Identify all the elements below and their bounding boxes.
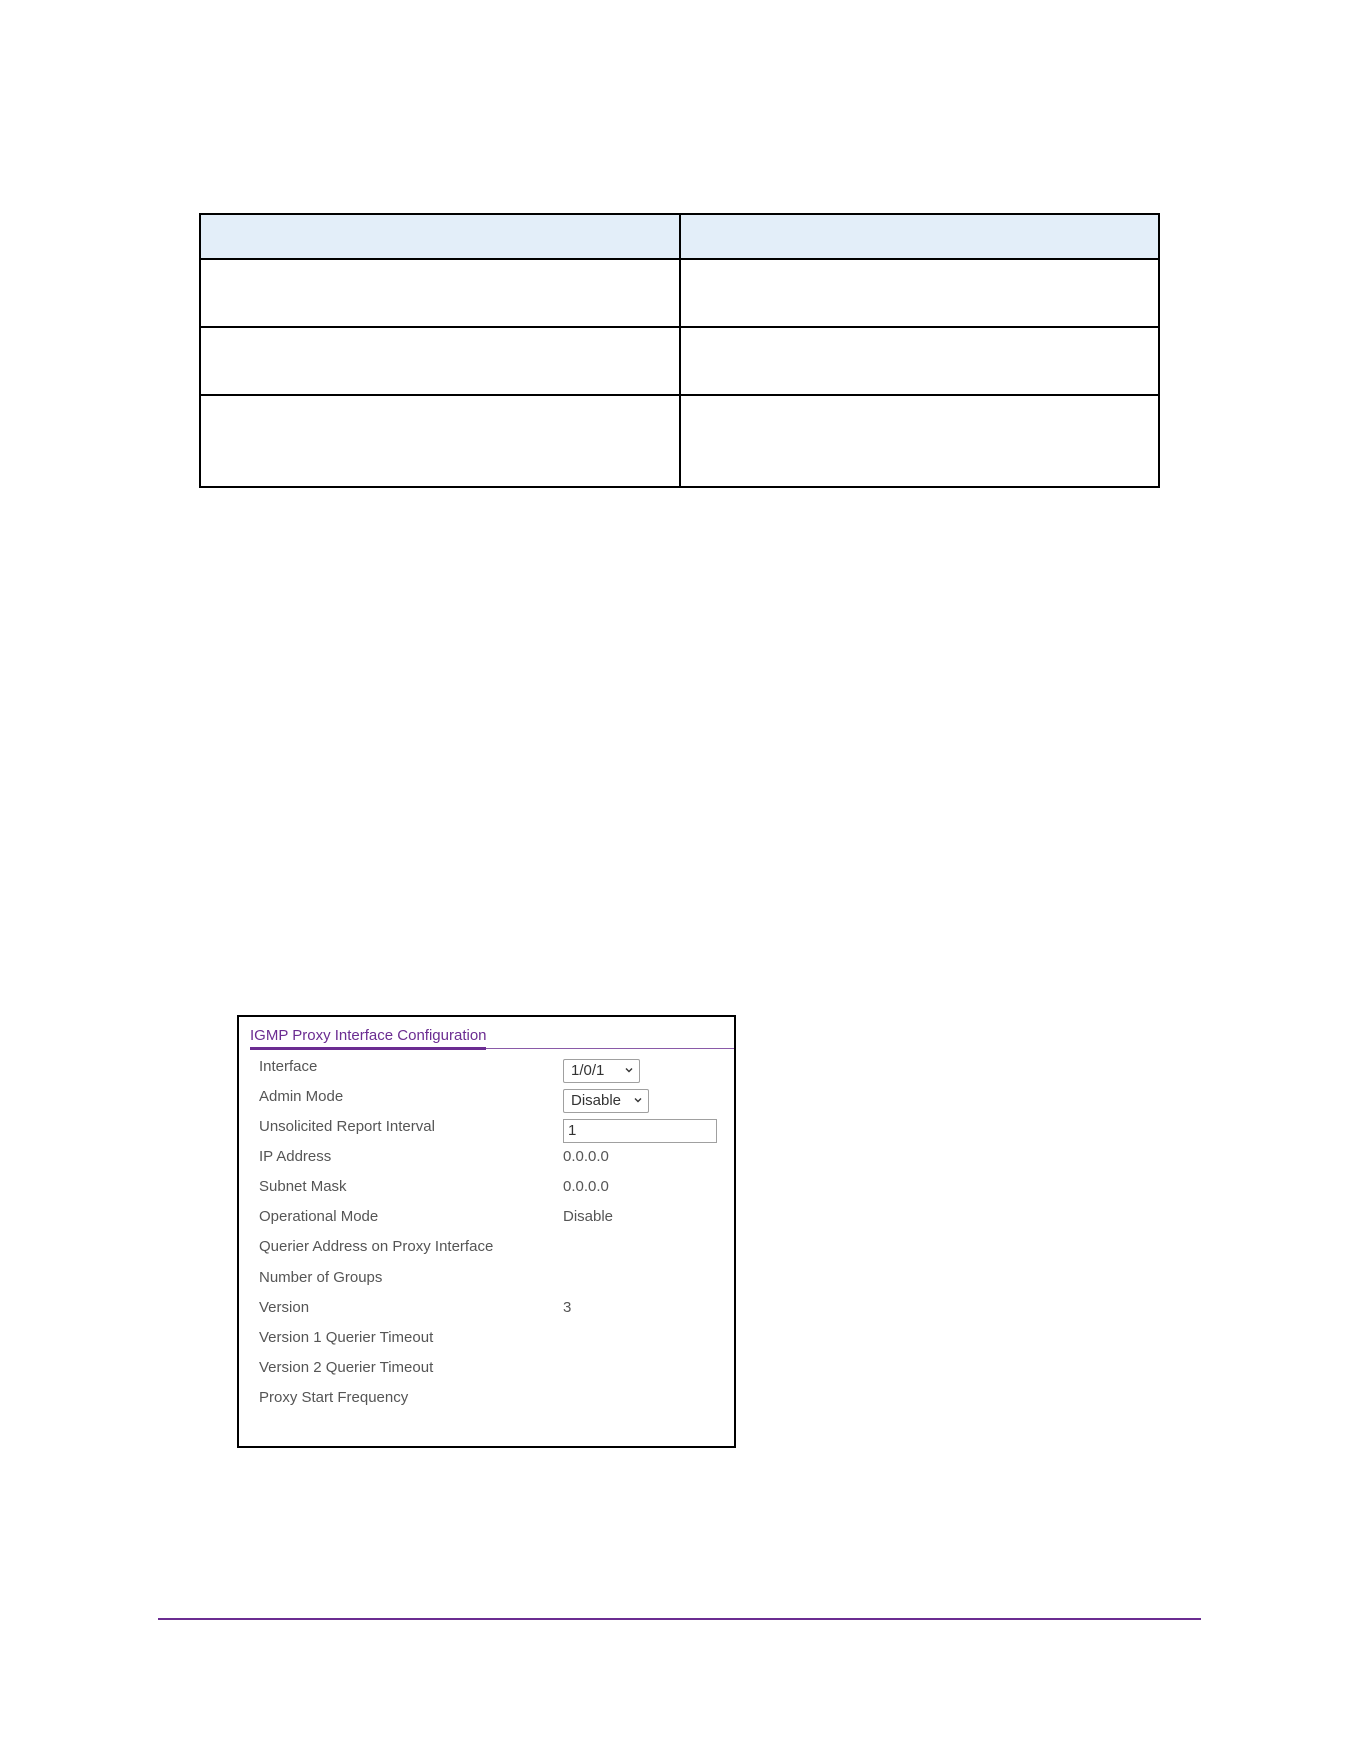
table-row [200, 259, 1159, 327]
table-cell [200, 259, 680, 327]
interface-select[interactable] [563, 1059, 640, 1083]
table-cell [680, 395, 1160, 487]
table-row [200, 395, 1159, 487]
table-header-cell [200, 214, 680, 259]
proxy-start-frequency-label: Proxy Start Frequency [259, 1389, 409, 1406]
igmp-proxy-interface-panel [237, 1015, 736, 1448]
admin-mode-select[interactable] [563, 1089, 649, 1113]
field-row-ip-address [239, 1147, 734, 1171]
ip-address-label: IP Address [259, 1148, 332, 1165]
field-row-subnet-mask [239, 1177, 734, 1201]
table-cell [680, 327, 1160, 395]
field-row-interface [239, 1057, 734, 1081]
panel-header [239, 1017, 734, 1051]
table-header-row [200, 214, 1159, 259]
version-value: 3 [563, 1299, 572, 1316]
field-row-admin-mode [239, 1087, 734, 1111]
field-row-version [239, 1298, 734, 1322]
querier-address-label: Querier Address on Proxy Interface [259, 1238, 494, 1255]
version-label: Version [259, 1299, 310, 1316]
description-table [199, 213, 1160, 488]
field-row-version-1-querier-timeout [239, 1328, 734, 1352]
subnet-mask-label: Subnet Mask [259, 1178, 347, 1195]
panel-title: IGMP Proxy Interface Configuration [250, 1027, 487, 1044]
field-row-unsolicited-report-interval [239, 1117, 734, 1141]
version-2-querier-timeout-label: Version 2 Querier Timeout [259, 1359, 434, 1376]
panel-header-rule [486, 1048, 734, 1049]
admin-mode-label: Admin Mode [259, 1088, 344, 1105]
subnet-mask-value: 0.0.0.0 [563, 1178, 609, 1195]
field-row-proxy-start-frequency [239, 1388, 734, 1412]
table-header-cell [680, 214, 1160, 259]
field-row-number-of-groups [239, 1268, 734, 1292]
ip-address-value: 0.0.0.0 [563, 1148, 609, 1165]
footer-rule [158, 1618, 1201, 1620]
interface-select-value: 1/0/1 [571, 1062, 605, 1079]
interface-label: Interface [259, 1058, 318, 1075]
unsolicited-report-interval-input[interactable] [563, 1119, 717, 1143]
unsolicited-report-interval-value: 1 [568, 1122, 577, 1139]
panel-title-underline [250, 1047, 486, 1050]
table-cell [680, 259, 1160, 327]
admin-mode-select-value: Disable [571, 1092, 622, 1109]
chevron-down-icon [625, 1066, 633, 1074]
operational-mode-label: Operational Mode [259, 1208, 379, 1225]
operational-mode-value: Disable [563, 1208, 614, 1225]
table-cell [200, 395, 680, 487]
number-of-groups-label: Number of Groups [259, 1269, 383, 1286]
unsolicited-report-interval-label: Unsolicited Report Interval [259, 1118, 435, 1135]
table-row [200, 327, 1159, 395]
field-row-version-2-querier-timeout [239, 1358, 734, 1382]
table-cell [200, 327, 680, 395]
version-1-querier-timeout-label: Version 1 Querier Timeout [259, 1329, 434, 1346]
field-row-querier-address [239, 1237, 734, 1261]
field-row-operational-mode [239, 1207, 734, 1231]
chevron-down-icon [634, 1096, 642, 1104]
